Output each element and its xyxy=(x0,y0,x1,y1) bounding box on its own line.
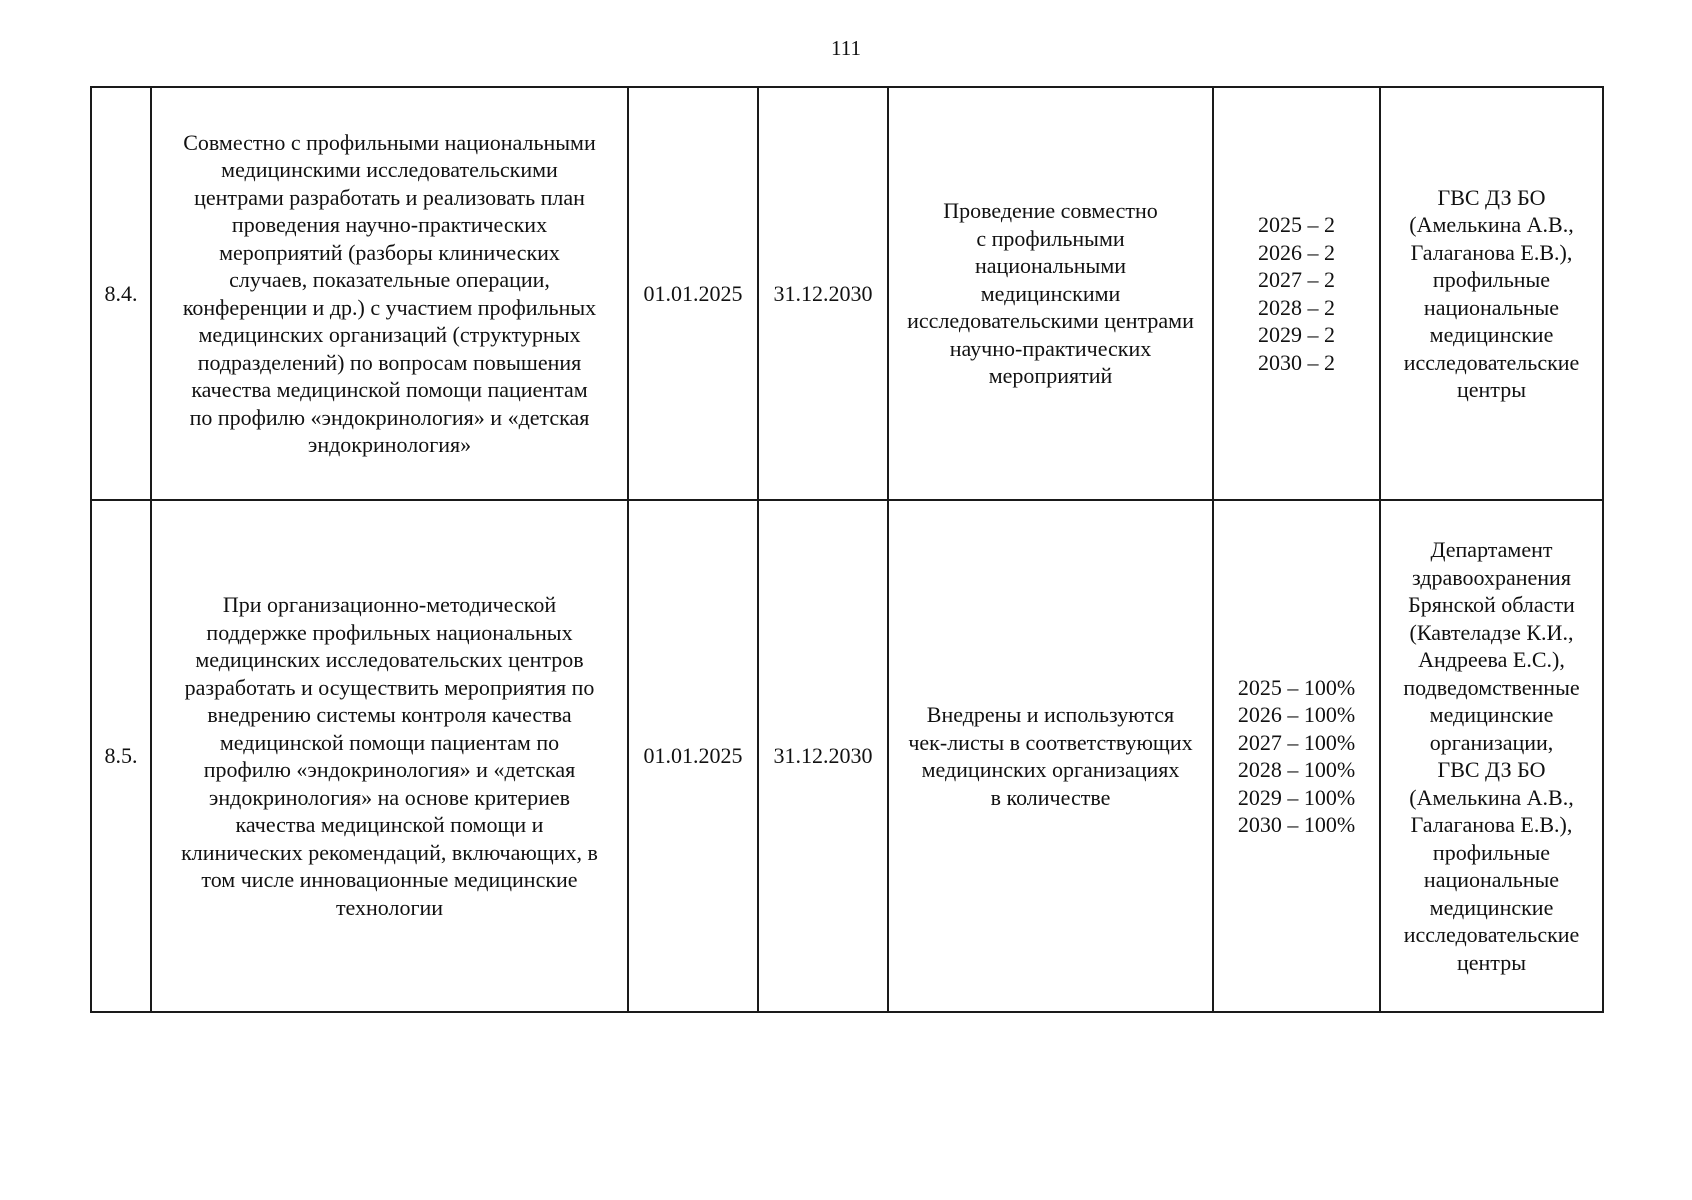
description-line: том числе инновационные медицинские xyxy=(201,867,578,892)
target-line: 2026 – 2 xyxy=(1258,239,1335,265)
description-line: конференции и др.) с участием профильных xyxy=(182,294,597,320)
result-line: Проведение совместно xyxy=(943,198,1158,224)
responsible-line: центры xyxy=(1457,377,1526,402)
table-row xyxy=(91,87,1603,500)
target-line: 2030 – 2 xyxy=(1258,349,1335,375)
responsible-line: национальные xyxy=(1423,294,1560,320)
responsible-cell xyxy=(1380,87,1603,500)
description-line: технологии xyxy=(335,894,444,920)
target-line: 2029 – 2 xyxy=(1258,322,1335,347)
target-line: 2026 – 100% xyxy=(1237,702,1356,727)
description-line: поддержке профильных национальных xyxy=(206,619,573,645)
responsible-line: ГВС ДЗ БО xyxy=(1437,757,1546,782)
responsible-line: профильные xyxy=(1432,267,1551,292)
targets-cell xyxy=(1213,87,1380,500)
row-number-cell: 8.4. xyxy=(91,87,151,500)
responsible-line: подведомственные xyxy=(1403,674,1580,700)
responsible-cell xyxy=(1380,500,1603,1012)
result-line: исследовательскими центрами xyxy=(907,308,1194,334)
responsible-line: Департамент xyxy=(1430,537,1553,562)
measures-table xyxy=(90,86,1604,1013)
description-line: медицинскими исследовательскими xyxy=(221,157,558,182)
result-line: в количестве xyxy=(990,784,1111,810)
description-line: проведения научно-практических xyxy=(231,212,548,237)
result-line: Внедрены и используются xyxy=(926,702,1175,727)
description-line: эндокринология» xyxy=(307,432,472,457)
description-line: клинических рекомендаций, включающих, в xyxy=(181,839,598,865)
responsible-line: ГВС ДЗ БО xyxy=(1437,184,1546,210)
target-line: 2029 – 100% xyxy=(1237,784,1356,810)
responsible-line: центры xyxy=(1457,949,1526,975)
target-line: 2030 – 100% xyxy=(1237,812,1356,837)
description-line: разработать и осуществить мероприятия по xyxy=(184,674,595,700)
target-line: 2027 – 2 xyxy=(1258,267,1335,292)
start-date-cell: 01.01.2025 xyxy=(628,500,758,1012)
result-line: национальными xyxy=(974,253,1127,279)
responsible-line: исследовательские xyxy=(1403,922,1580,947)
target-line: 2027 – 100% xyxy=(1237,729,1356,755)
description-line: центрами разработать и реализовать план xyxy=(194,184,585,210)
result-cell xyxy=(888,500,1213,1012)
end-date-cell: 31.12.2030 xyxy=(758,500,888,1012)
responsible-line: Андреева Е.С.), xyxy=(1418,647,1565,672)
responsible-line: (Амелькина А.В., xyxy=(1409,784,1574,810)
target-line: 2028 – 2 xyxy=(1258,294,1335,320)
responsible-line: организации, xyxy=(1429,729,1554,755)
target-line: 2028 – 100% xyxy=(1237,757,1356,782)
description-line: профилю «эндокринология» и «детская xyxy=(203,757,576,782)
result-line: медицинскими xyxy=(980,280,1121,306)
description-line: мероприятий (разборы клинических xyxy=(219,239,560,265)
responsible-line: Брянской области xyxy=(1408,592,1575,617)
description-line: случаев, показательные операции, xyxy=(229,267,550,292)
description-line: медицинской помощи пациентам по xyxy=(219,729,560,755)
result-line: с профильными xyxy=(976,225,1125,251)
targets-cell xyxy=(1213,500,1380,1012)
description-line: по профилю «эндокринология» и «детская xyxy=(189,404,590,430)
responsible-line: (Кавтеладзе К.И., xyxy=(1409,619,1574,645)
result-line: медицинских организациях xyxy=(921,757,1180,782)
description-line: качества медицинской помощи пациентам xyxy=(191,377,588,402)
description-cell xyxy=(151,500,628,1012)
responsible-line: медицинские xyxy=(1429,702,1554,727)
responsible-line: медицинские xyxy=(1429,894,1554,920)
description-line: качества медицинской помощи и xyxy=(235,812,544,837)
result-line: научно-практических xyxy=(949,335,1152,361)
description-line: эндокринология» на основе критериев xyxy=(208,784,571,810)
result-cell xyxy=(888,87,1213,500)
page-number: 111 xyxy=(831,36,861,60)
result-line: чек-листы в соответствующих xyxy=(908,729,1193,755)
start-date-cell: 01.01.2025 xyxy=(628,87,758,500)
end-date-cell: 31.12.2030 xyxy=(758,87,888,500)
responsible-line: медицинские xyxy=(1429,322,1554,347)
target-line: 2025 – 2 xyxy=(1258,212,1335,237)
description-line: подразделений) по вопросам повышения xyxy=(197,349,582,375)
responsible-line: профильные xyxy=(1432,839,1551,865)
table-row xyxy=(91,500,1603,1012)
description-line: Совместно с профильными национальными xyxy=(183,129,596,155)
description-line: медицинских исследовательских центров xyxy=(195,647,584,672)
description-line: При организационно-методической xyxy=(222,592,557,617)
result-line: мероприятий xyxy=(988,363,1113,389)
target-line: 2025 – 100% xyxy=(1237,674,1356,700)
row-number-cell: 8.5. xyxy=(91,500,151,1012)
description-line: внедрению системы контроля качества xyxy=(207,702,572,727)
responsible-line: Галаганова Е.В.), xyxy=(1410,812,1573,837)
responsible-line: исследовательские xyxy=(1403,349,1580,375)
responsible-line: (Амелькина А.В., xyxy=(1409,212,1574,237)
description-line: медицинских организаций (структурных xyxy=(198,322,581,347)
responsible-line: Галаганова Е.В.), xyxy=(1410,239,1573,265)
responsible-line: национальные xyxy=(1423,867,1560,892)
description-cell xyxy=(151,87,628,500)
responsible-line: здравоохранения xyxy=(1412,564,1571,590)
